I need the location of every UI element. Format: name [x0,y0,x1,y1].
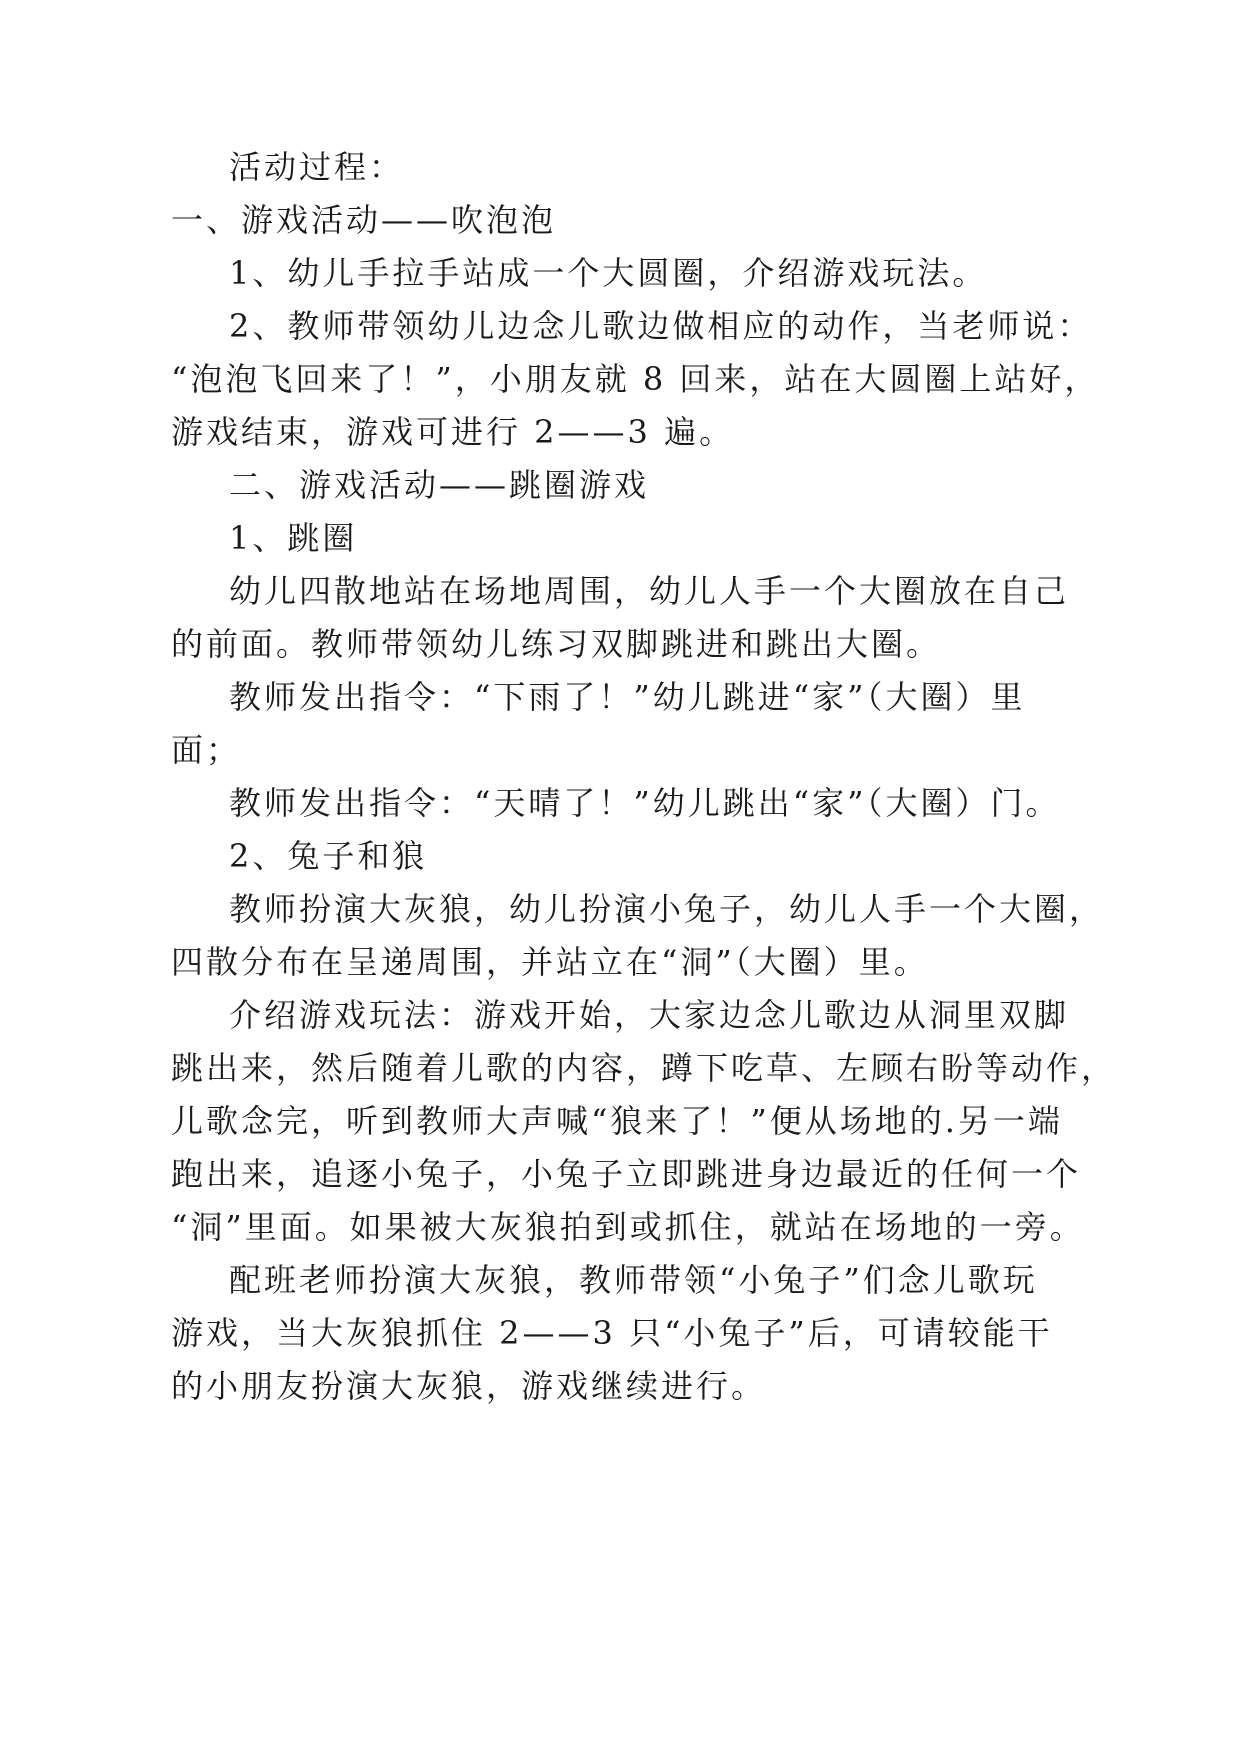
paragraph-line: 幼儿四散地站在场地周围，幼儿人手一个大圈放在自己 [229,572,1070,610]
paragraph-line: 面； [171,731,242,769]
paragraph-line: 儿歌念完，听到教师大声喊“狼来了！”便从场地的.另一端 [171,1102,1063,1140]
paragraph-line: 教师发出指令：“天晴了！”幼儿跳出“家”（大圈）门。 [229,784,1061,822]
paragraph-line: “洞”里面。如果被大灰狼拍到或抓住，就站在场地的一旁。 [171,1208,1085,1246]
heading-game-hoop-jumping: 二、游戏活动——跳圈游戏 [229,466,650,504]
paragraph-line: 教师发出指令：“下雨了！”幼儿跳进“家”（大圈）里 [229,678,1026,716]
subheading-hoop-jump: 1、跳圈 [229,519,358,557]
heading-game-bubbles: 一、游戏活动——吹泡泡 [171,201,557,239]
paragraph-line: 介绍游戏玩法：游戏开始，大家边念儿歌边从洞里双脚 [229,996,1070,1034]
section-heading-activity-process: 活动过程： [229,148,405,186]
paragraph-line: 跳出来，然后随着儿歌的内容，蹲下吃草、左顾右盼等动作， [171,1049,1117,1087]
paragraph-line: 2、教师带领幼儿边念儿歌边做相应的动作，当老师说： [229,307,1093,345]
paragraph-line: 的小朋友扮演大灰狼，游戏继续进行。 [171,1367,767,1405]
paragraph-line: 四散分布在呈递周围，并站立在“洞”（大圈）里。 [171,943,929,981]
subheading-rabbit-and-wolf: 2、兔子和狼 [229,837,428,875]
paragraph-line: 1、幼儿手拉手站成一个大圆圈，介绍游戏玩法。 [229,254,988,292]
paragraph-line: 跑出来，追逐小兔子，小兔子立即跳进身边最近的任何一个 [171,1155,1082,1193]
paragraph-line: 游戏，当大灰狼抓住 2——3 只“小兔子”后，可请较能干 [171,1314,1053,1352]
paragraph-line: 配班老师扮演大灰狼，教师带领“小兔子”们念儿歌玩 [229,1261,1038,1299]
paragraph-line: 游戏结束，游戏可进行 2——3 遍。 [171,413,735,451]
paragraph-line: “泡泡飞回来了！”，小朋友就 8 回来，站在大圆圈上站好， [171,360,1100,398]
paragraph-line: 教师扮演大灰狼，幼儿扮演小兔子，幼儿人手一个大圈， [229,890,1105,928]
paragraph-line: 的前面。教师带领幼儿练习双脚跳进和跳出大圈。 [171,625,942,663]
